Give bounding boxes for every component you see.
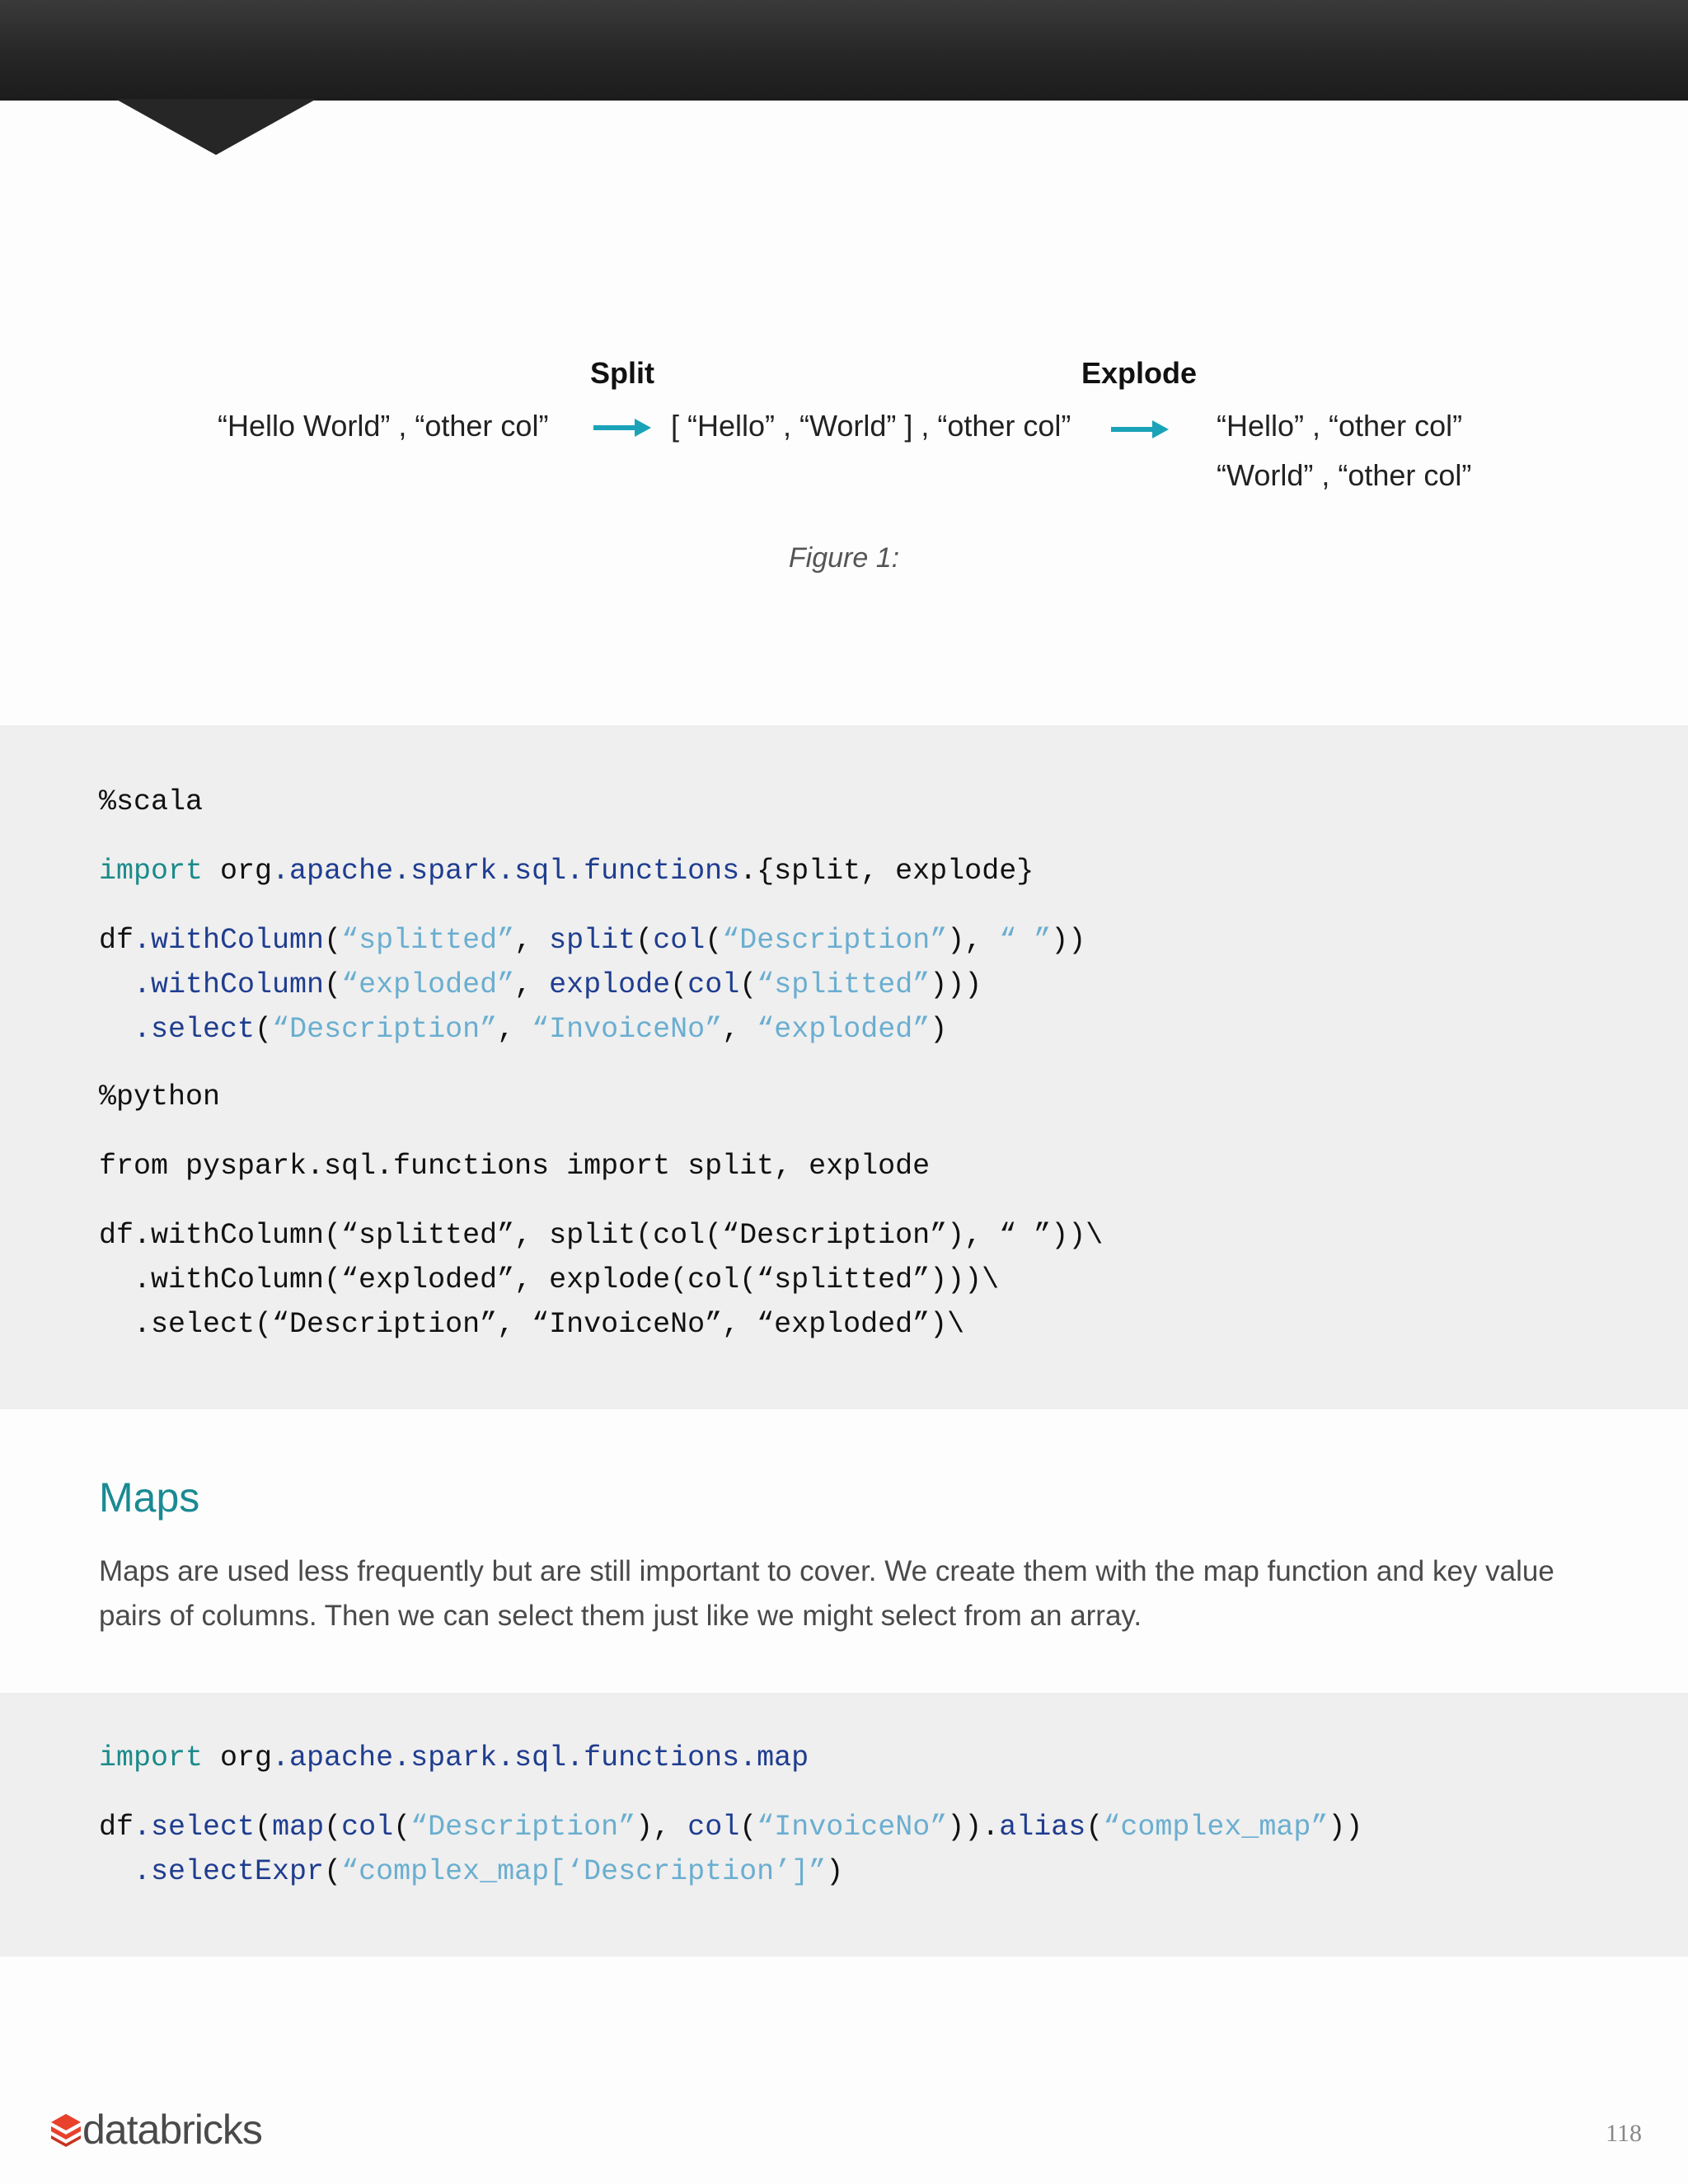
explode-label: Explode	[1081, 356, 1198, 390]
section-title-maps: Maps	[99, 1474, 200, 1521]
output-line-2: “World” , “other col”	[1217, 458, 1472, 492]
split-arrow-icon	[593, 419, 651, 437]
explode-arrow-icon	[1111, 420, 1169, 438]
databricks-logo-icon	[49, 2112, 82, 2147]
header-banner	[0, 0, 1688, 101]
code-line-2: import org.apache.spark.sql.functions.{split, explode}	[99, 855, 1034, 888]
code-line-7: from pyspark.sql.functions import split, explode	[99, 1150, 931, 1183]
code2-line-2: df.select(map(col(“Description”), col(“InvoiceNo”)).alias(“complex_map”))	[99, 1811, 1363, 1844]
figure-split-explode	[0, 346, 1688, 593]
code2-line-3: .selectExpr(“complex_map[‘Description’]”)	[134, 1855, 844, 1888]
figure-caption: Figure 1:	[788, 542, 900, 574]
code-block-maps	[0, 1693, 1688, 1957]
code-line-5: .select(“Description”, “InvoiceNo”, “exploded”)	[134, 1013, 948, 1046]
databricks-logo	[49, 2106, 262, 2154]
output-line-1: “Hello” , “other col”	[1217, 409, 1463, 443]
code-line-8: df.withColumn(“splitted”, split(col(“Description”), “ ”))\	[99, 1219, 1104, 1252]
code2-line-1: import org.apache.spark.sql.functions.map	[99, 1741, 809, 1774]
page-number: 118	[1606, 2120, 1642, 2147]
code-block-split-explode	[0, 725, 1688, 1409]
code-line-10: .select(“Description”, “InvoiceNo”, “exploded”)\	[99, 1308, 965, 1341]
middle-text: [ “Hello” , “World” ] , “other col”	[671, 409, 1071, 443]
split-label: Split	[590, 356, 654, 390]
code-line-6: %python	[99, 1080, 221, 1113]
brand-name: databricks	[82, 2107, 262, 2153]
code-line-9: .withColumn(“exploded”, explode(col(“splitted”)))\	[99, 1263, 1000, 1296]
code-line-1: %scala	[99, 785, 204, 818]
input-text: “Hello World” , “other col”	[218, 409, 549, 443]
code-line-4: .withColumn(“exploded”, explode(col(“splitted”)))	[134, 968, 982, 1001]
header-notch	[115, 99, 316, 155]
code-line-3: df.withColumn(“splitted”, split(col(“Description”), “ ”))	[99, 924, 1086, 957]
maps-paragraph: Maps are used less frequently but are still important to cover. We create them with the map function and key value pairs of columns. Then we can select them just like we might select from an array.	[99, 1555, 1554, 1632]
